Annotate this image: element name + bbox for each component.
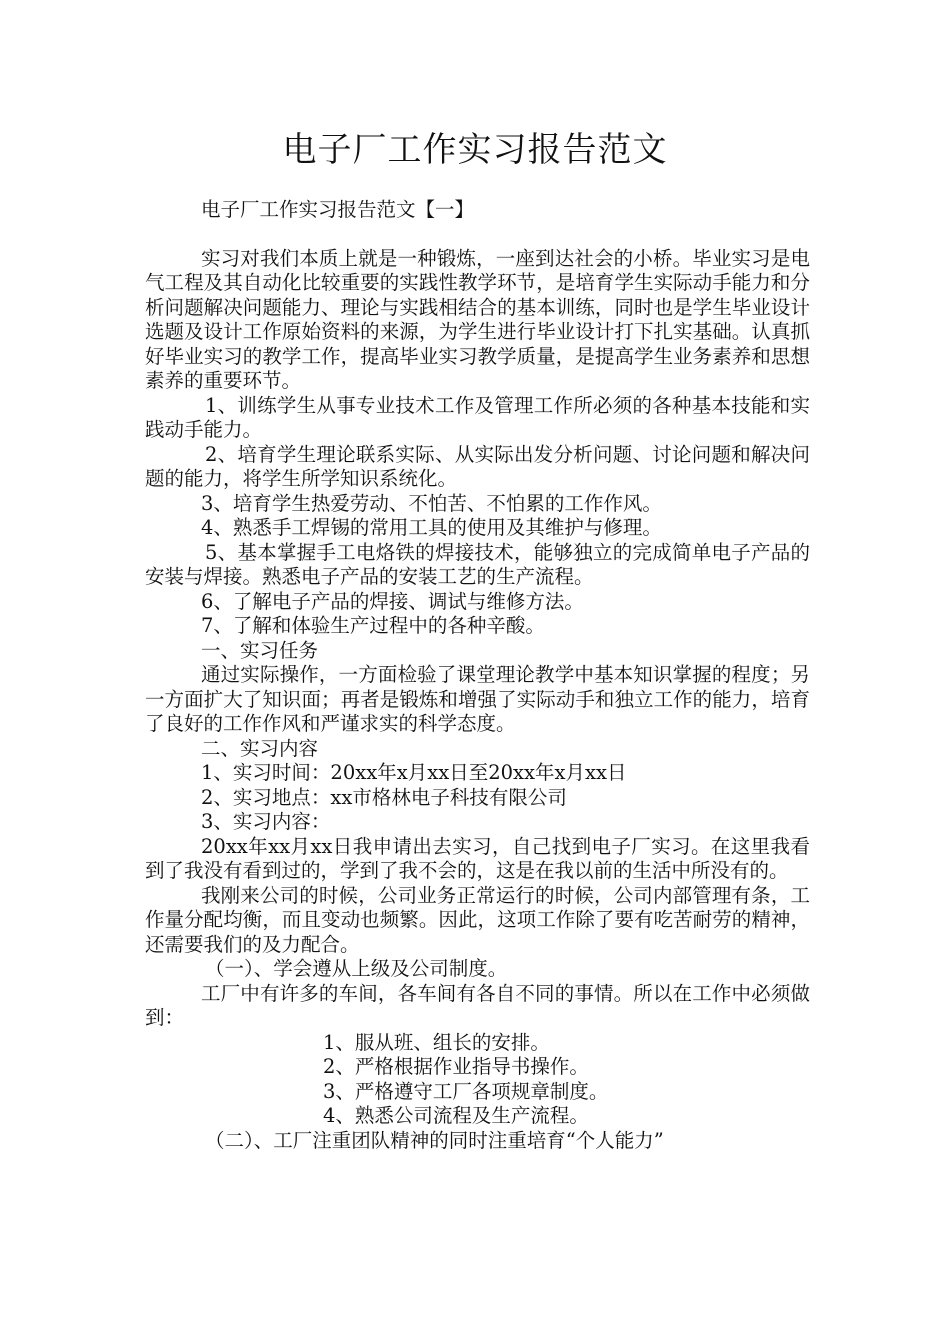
section-heading: 一、实习任务: [201, 638, 319, 662]
paragraph: 通过实际操作，一方面检验了课堂理论教学中基本知识掌握的程度；另一方面扩大了知识面；再者是锻炼和增强了实际动手和独立工作的能力，培育了良好的工作作风和严谨求实的科学态度。: [145, 663, 810, 735]
list-item: 2、严格根据作业指导书操作。: [323, 1055, 589, 1078]
paragraph: 2、培育学生理论联系实际、从实际出发分析问题、讨论问题和解决问题的能力，将学生所学知识系统化。: [145, 442, 810, 490]
paragraph: 工厂中有许多的车间，各车间有各自不同的事情。所以在工作中必须做到：: [145, 981, 810, 1029]
list-item: 1、服从班、组长的安排。: [323, 1030, 550, 1054]
paragraph: 我刚来公司的时候，公司业务正常运行的时候，公司内部管理有条，工作量分配均衡，而且变动也频繁。因此，这项工作除了要有吃苦耐劳的精神，还需要我们的及力配合。: [145, 883, 810, 956]
list-item: 4、熟悉公司流程及生产流程。: [323, 1104, 589, 1127]
paragraph: 1、训练学生从事专业技术工作及管理工作所必须的各种基本技能和实践动手能力。: [145, 393, 810, 441]
section-heading: 二、实习内容: [201, 736, 319, 760]
paragraph: 20xx年xx月xx日我申请出去实习，自己找到电子厂实习。在这里我看到了我没有看到过的，学到了我不会的，这是在我以前的生活中所没有的。: [145, 834, 810, 882]
document-title: 电子厂工作实习报告范文: [282, 130, 668, 170]
paragraph: 3、实习内容：: [201, 810, 331, 833]
paragraph: 2、实习地点：xx市格林电子科技有限公司: [201, 785, 567, 809]
document-body: [145, 198, 810, 1153]
paragraph: 实习对我们本质上就是一种锻炼，一座到达社会的小桥。毕业实习是电气工程及其自动化比较重要的实践性教学环节，是培育学生实际动手能力和分析问题解决问题能力、理论与实践相结合的基本训练，同时也是学生毕业设计选题及设计工作原始资料的来源，为学生进行毕业设计打下扎实基础。认真抓好毕业实习的教学工作，提高毕业实习教学质量，是提高学生业务素养和思想素养的重要环节。: [145, 246, 810, 392]
list-item: 3、严格遵守工厂各项规章制度。: [323, 1079, 609, 1103]
paragraph: 7、了解和体验生产过程中的各种辛酸。: [201, 614, 545, 637]
section-heading: 电子厂工作实习报告范文【一】: [201, 198, 475, 221]
section-heading: （二）、工厂注重团队精神的同时注重培育“个人能力”: [205, 1128, 664, 1152]
paragraph: 1、实习时间：20xx年x月xx日至20xx年x月xx日: [201, 761, 627, 784]
paragraph: 3、培育学生热爱劳动、不怕苦、不怕累的工作作风。: [201, 491, 662, 515]
paragraph: 4、熟悉手工焊锡的常用工具的使用及其维护与修理。: [201, 516, 662, 539]
paragraph: 6、了解电子产品的焊接、调试与维修方法。: [201, 589, 584, 613]
paragraph: 5、基本掌握手工电烙铁的焊接技术，能够独立的完成简单电子产品的安装与焊接。熟悉电子产品的安装工艺的生产流程。: [145, 540, 810, 588]
spacer: [145, 223, 810, 247]
section-heading: （一）、学会遵从上级及公司制度。: [205, 957, 508, 980]
